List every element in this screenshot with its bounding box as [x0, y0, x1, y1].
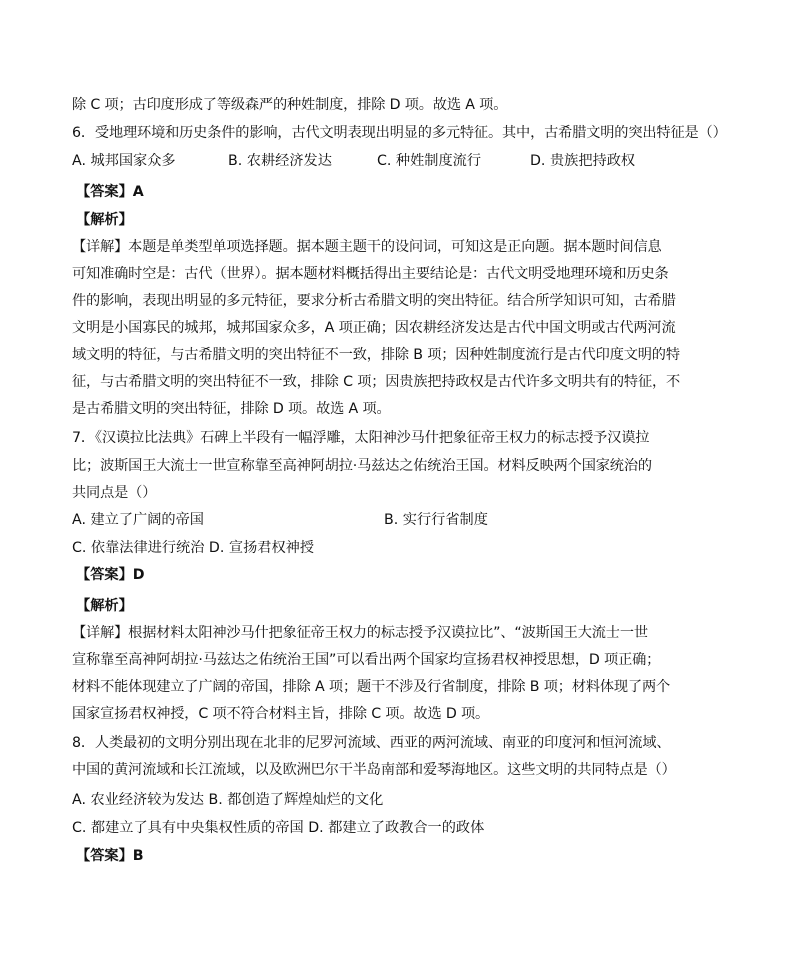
q6-analysis-line: 可知准确时空是：古代（世界）。据本题材料概括得出主要结论是：古代文明受地理环境和历史条: [72, 266, 669, 282]
q6-analysis-line: 征，与古希腊文明的突出特征不一致，排除 C 项；因贵族把持政权是古代许多文明共有的特征，不: [72, 374, 681, 390]
q7-option-b: B. 实行行省制度: [384, 512, 488, 528]
q6-option-d: D. 贵族把持政权: [530, 153, 636, 169]
q7-analysis-line: 【详解】根据材料太阳神沙马什把象征帝王权力的标志授予汉谟拉比”、“波斯国王大流士一世: [72, 625, 648, 641]
q7-analysis-label: 【解析】: [76, 598, 133, 614]
q7-analysis-line: 宣称靠至高神阿胡拉·马兹达之佑统治王国”可以看出两个国家均宣扬君权神授思想，D 项正确；: [72, 652, 661, 668]
q7-option-c-d: C. 依靠法律进行统治 D. 宣扬君权神授: [72, 540, 315, 556]
q7-analysis-line: 材料不能体现建立了广阔的帝国，排除 A 项；题干不涉及行省制度，排除 B 项；材料体现了两个: [72, 679, 671, 695]
q6-analysis-line: 件的影响，表现出明显的多元特征，要求分析古希腊文明的突出特征。结合所学知识可知，古希腊: [72, 293, 676, 309]
q8-stem-line: 8．人类最初的文明分别出现在北非的尼罗河流域、西亚的两河流域、南亚的印度河和恒河流域、: [72, 735, 671, 751]
q7-analysis-line: 国家宣扬君权神授，C 项不符合材料主旨，排除 C 项。故选 D 项。: [72, 706, 490, 722]
q8-stem-line: 中国的黄河流域和长江流域，以及欧洲巴尔干半岛南部和爱琴海地区。这些文明的共同特点是（）: [72, 762, 676, 778]
q6-analysis-line: 是古希腊文明的突出特征，排除 D 项。故选 A 项。: [72, 401, 391, 417]
q5-analysis-tail: 除 C 项；古印度形成了等级森严的种姓制度，排除 D 项。故选 A 项。: [72, 97, 508, 113]
q7-option-a: A. 建立了广阔的帝国: [72, 512, 204, 528]
q8-option-c-d: C. 都建立了具有中央集权性质的帝国 D. 都建立了政教合一的政体: [72, 820, 485, 836]
q6-option-a: A. 城邦国家众多: [72, 153, 176, 169]
q6-option-c: C. 种姓制度流行: [377, 153, 482, 169]
q6-analysis-line: 【详解】本题是单类型单项选择题。据本题主题干的设问词，可知这是正向题。据本题时间信息: [72, 239, 662, 255]
q8-option-a-b: A. 农业经济较为发达 B. 都创造了辉煌灿烂的文化: [72, 792, 384, 808]
q6-analysis-line: 域文明的特征，与古希腊文明的突出特征不一致，排除 B 项；因种姓制度流行是古代印度文明的特: [72, 347, 680, 363]
q7-stem-line: 共同点是（）: [72, 485, 157, 501]
q6-stem: 6．受地理环境和历史条件的影响，古代文明表现出明显的多元特征。其中，古希腊文明的突出特征是（）: [72, 125, 727, 141]
q8-answer: 【答案】B: [76, 848, 144, 864]
q6-analysis-label: 【解析】: [76, 212, 133, 228]
q7-answer: 【答案】D: [76, 567, 145, 583]
q6-option-b: B. 农耕经济发达: [228, 153, 332, 169]
q7-stem-line: 比；波斯国王大流士一世宣称靠至高神阿胡拉·马兹达之佑统治王国。材料反映两个国家统治的: [72, 458, 652, 474]
q6-analysis-line: 文明是小国寡民的城邦，城邦国家众多，A 项正确；因农耕经济发达是古代中国文明或古代两河流: [72, 320, 676, 336]
q6-answer: 【答案】A: [76, 184, 144, 200]
q7-stem-line: 7．《汉谟拉比法典》石碑上半段有一幅浮雕，太阳神沙马什把象征帝王权力的标志授予汉谟拉: [72, 430, 650, 446]
